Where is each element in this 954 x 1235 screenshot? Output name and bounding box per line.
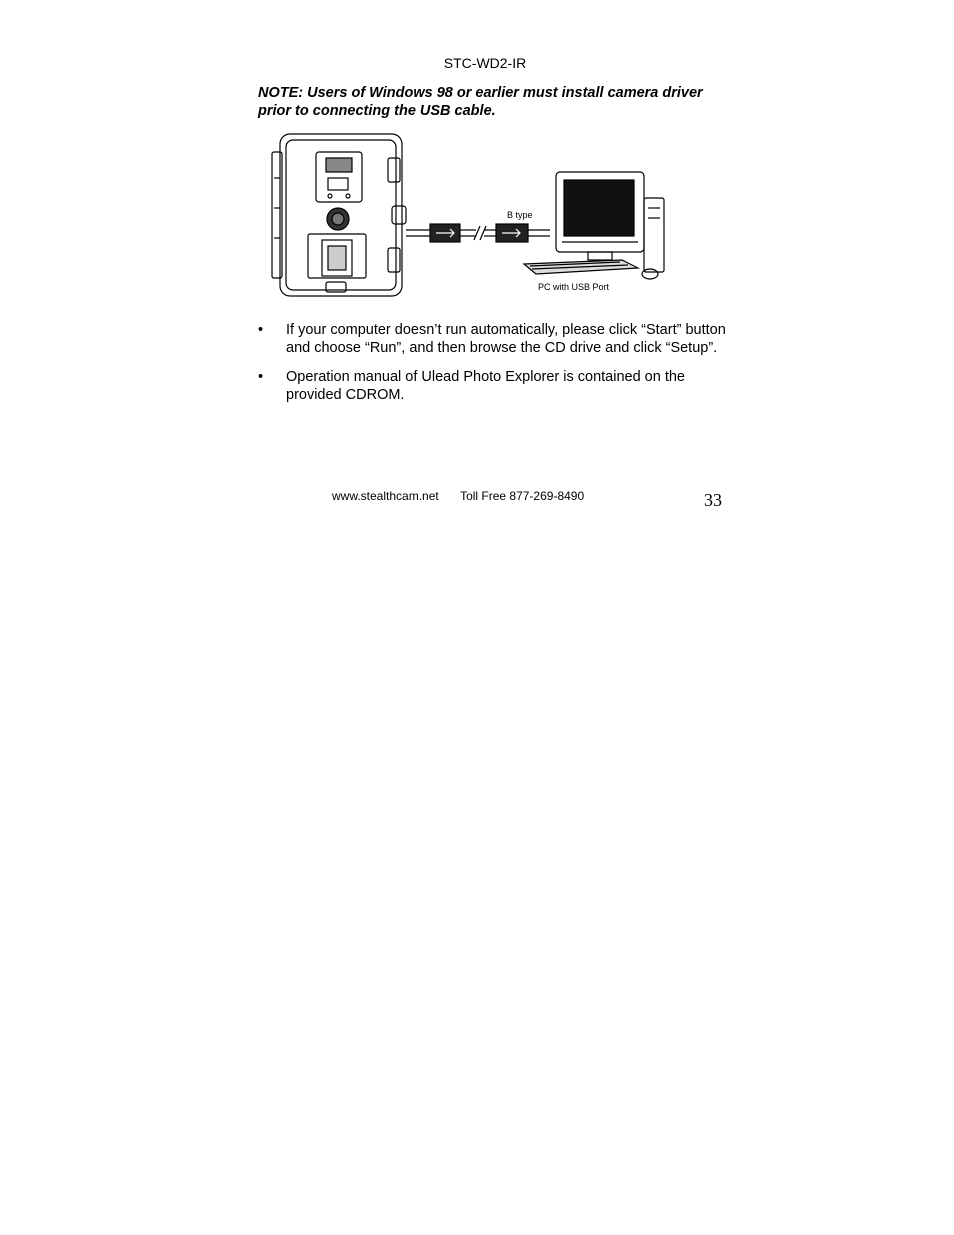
footer-url: www.stealthcam.net [332,489,439,503]
instruction-list [258,321,728,415]
camera-icon [272,134,406,296]
note-text: NOTE: Users of Windows 98 or earlier must install camera driver prior to connecting the USB cable. [258,85,703,119]
cable-type-label: B type [507,210,533,220]
list-item [258,321,728,357]
footer [332,489,584,503]
list-item-text: Operation manual of Ulead Photo Explorer is contained on the provided CDROM. [286,369,685,403]
pc-port-label: PC with USB Port [538,282,610,292]
document-header: STC-WD2-IR [443,55,527,71]
list-item-text: If your computer doesn’t run automatically, please click “Start” button and choose “Run”, and then browse the CD drive and click “Setup”. [286,322,726,356]
list-item [258,368,728,404]
footer-phone: Toll Free 877-269-8490 [460,489,585,503]
page-number: 33 [704,490,722,510]
usb-connection-figure [270,128,668,300]
bullet-marker: • [258,369,264,385]
bullet-marker: • [258,322,264,338]
computer-icon [524,172,664,279]
